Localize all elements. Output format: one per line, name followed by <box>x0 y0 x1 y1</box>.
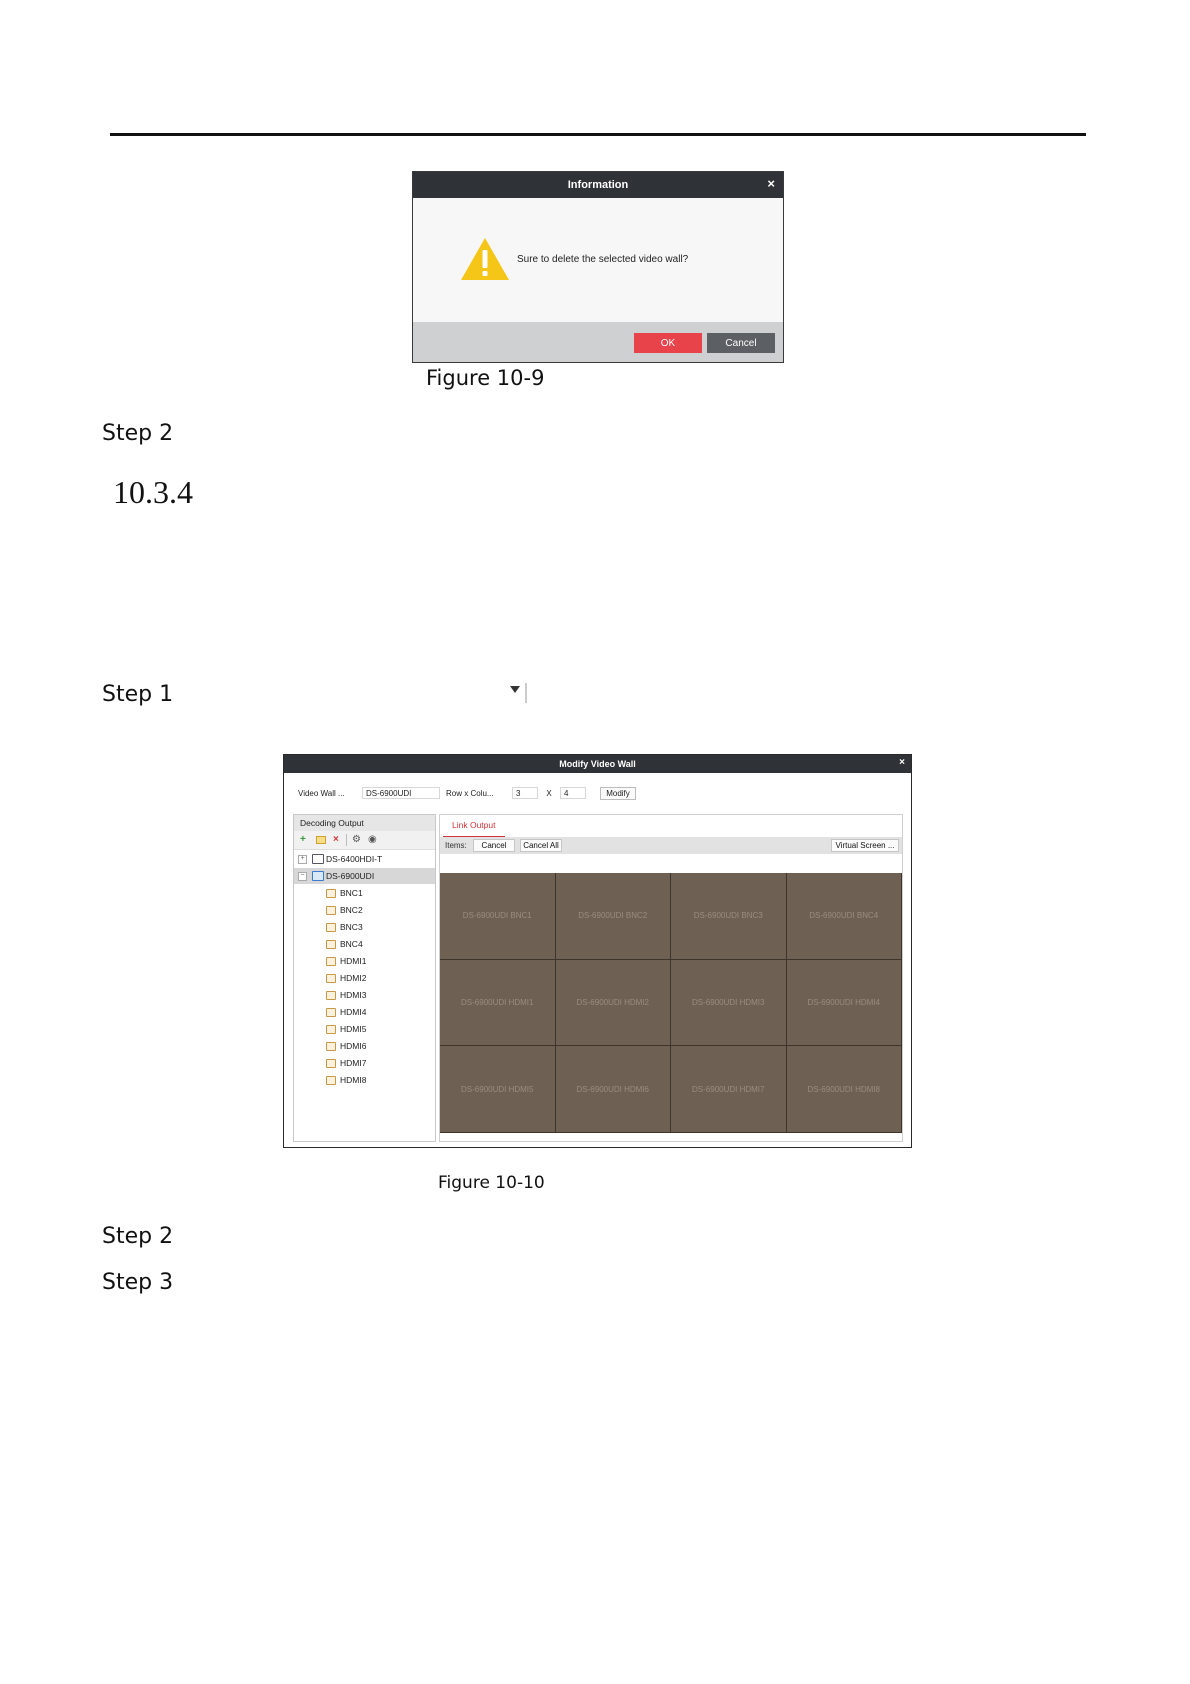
video-wall-screen-cell[interactable]: DS-6900UDI HDMI6 <box>556 1046 672 1133</box>
tree-item-label: HDMI1 <box>340 956 367 966</box>
expand-icon[interactable]: + <box>298 855 307 864</box>
tree-output-item[interactable] <box>294 1055 435 1071</box>
tree-item-label: HDMI7 <box>340 1058 367 1068</box>
video-wall-screen-cell[interactable]: DS-6900UDI HDMI8 <box>787 1046 903 1133</box>
toolbar-divider <box>346 834 347 846</box>
output-port-icon <box>326 957 336 966</box>
tree-output-item[interactable] <box>294 885 435 901</box>
columns-input[interactable]: 4 <box>560 787 586 799</box>
dialog-title: Modify Video Wall <box>559 759 636 769</box>
tree-item-label: HDMI8 <box>340 1075 367 1085</box>
cancel-link-button[interactable]: Cancel <box>473 839 515 852</box>
tree-item-label: HDMI5 <box>340 1024 367 1034</box>
video-wall-label: Video Wall ... <box>298 788 345 798</box>
x-separator: X <box>546 788 552 798</box>
dialog-message: Sure to delete the selected video wall? <box>517 254 689 265</box>
warning-triangle-icon <box>459 236 511 282</box>
dialog-title: Information <box>567 179 629 191</box>
output-port-icon <box>326 1008 336 1017</box>
video-wall-name-input[interactable]: DS-6900UDI <box>362 787 440 799</box>
information-dialog <box>412 171 784 363</box>
cancel-all-button[interactable]: Cancel All <box>520 839 562 852</box>
output-port-icon <box>326 1042 336 1051</box>
ok-button[interactable]: OK <box>634 333 702 353</box>
dialog-footer <box>413 322 783 362</box>
tree-output-item[interactable] <box>294 902 435 918</box>
tree-item-label: HDMI3 <box>340 990 367 1000</box>
decoder-device-icon <box>312 871 324 881</box>
panel-title: Decoding Output <box>294 815 435 831</box>
close-icon[interactable]: × <box>899 757 905 768</box>
header-rule <box>110 133 1086 136</box>
cancel-button[interactable]: Cancel <box>707 333 775 353</box>
output-port-icon <box>326 940 336 949</box>
section-number: 10.3.4 <box>113 474 193 510</box>
delete-icon[interactable]: × <box>333 834 339 845</box>
tab-link-output[interactable]: Link Output <box>452 820 496 830</box>
row-col-label: Row x Colu... <box>446 788 494 798</box>
tree-item-label: BNC4 <box>340 939 363 949</box>
wall-settings-row <box>298 786 636 800</box>
dialog-body <box>413 198 783 322</box>
video-wall-screen-grid <box>440 873 902 1133</box>
tree-item-label: BNC2 <box>340 905 363 915</box>
tree-output-item[interactable] <box>294 1021 435 1037</box>
tree-output-item[interactable] <box>294 970 435 986</box>
tree-output-item[interactable] <box>294 953 435 969</box>
tree-item-label: DS-6900UDI <box>326 871 375 881</box>
dialog-title-bar <box>284 755 911 773</box>
tree-item-label: HDMI2 <box>340 973 367 983</box>
add-icon[interactable]: + <box>300 834 306 845</box>
step-2b-label: Step 2 <box>102 1224 174 1249</box>
tree-item-label: HDMI6 <box>340 1041 367 1051</box>
video-wall-screen-cell[interactable]: DS-6900UDI HDMI5 <box>440 1046 556 1133</box>
tree-device-item[interactable] <box>294 868 435 884</box>
figure-caption-10-9: Figure 10-9 <box>426 366 545 390</box>
modify-video-wall-dialog <box>283 754 912 1148</box>
video-wall-screen-cell[interactable]: DS-6900UDI BNC4 <box>787 873 903 960</box>
video-wall-screen-cell[interactable]: DS-6900UDI HDMI2 <box>556 960 672 1047</box>
step-3-label: Step 3 <box>102 1270 174 1295</box>
decoding-output-panel <box>293 814 436 1142</box>
output-port-icon <box>326 1059 336 1068</box>
video-wall-screen-cell[interactable]: DS-6900UDI BNC2 <box>556 873 672 960</box>
tree-device-item[interactable] <box>294 851 435 867</box>
dialog-title-bar <box>413 172 783 198</box>
video-wall-screen-cell[interactable]: DS-6900UDI HDMI1 <box>440 960 556 1047</box>
virtual-screen-button[interactable]: Virtual Screen ... <box>831 839 899 852</box>
eye-icon[interactable]: ◉ <box>368 834 377 845</box>
modify-button[interactable]: Modify <box>600 787 636 800</box>
items-label: Items: <box>445 841 467 850</box>
tree-output-item[interactable] <box>294 919 435 935</box>
tree-output-item[interactable] <box>294 1004 435 1020</box>
video-wall-screen-cell[interactable]: DS-6900UDI HDMI4 <box>787 960 903 1047</box>
close-icon[interactable]: × <box>767 176 775 191</box>
tree-item-label: BNC1 <box>340 888 363 898</box>
output-port-icon <box>326 889 336 898</box>
tree-output-item[interactable] <box>294 936 435 952</box>
output-port-icon <box>326 991 336 1000</box>
collapse-icon[interactable]: − <box>298 872 307 881</box>
items-toolbar <box>440 837 902 854</box>
video-wall-screen-cell[interactable]: DS-6900UDI HDMI7 <box>671 1046 787 1133</box>
tree-item-label: BNC3 <box>340 922 363 932</box>
tree-item-label: DS-6400HDI-T <box>326 854 383 864</box>
output-port-icon <box>326 974 336 983</box>
output-port-icon <box>326 923 336 932</box>
video-wall-screen-cell[interactable]: DS-6900UDI HDMI3 <box>671 960 787 1047</box>
link-output-panel <box>439 814 903 1142</box>
output-port-icon <box>326 1025 336 1034</box>
video-wall-screen-cell[interactable]: DS-6900UDI BNC1 <box>440 873 556 960</box>
decoder-device-icon <box>312 854 324 864</box>
figure-caption-10-10: Figure 10-10 <box>438 1173 545 1193</box>
gear-icon[interactable]: ⚙ <box>352 834 361 845</box>
panel-toolbar <box>294 831 435 850</box>
step-1-label: Step 1 <box>102 682 174 707</box>
tree-output-item[interactable] <box>294 1072 435 1088</box>
tree-output-item[interactable] <box>294 987 435 1003</box>
folder-icon[interactable] <box>316 836 326 844</box>
tree-item-label: HDMI4 <box>340 1007 367 1017</box>
video-wall-screen-cell[interactable]: DS-6900UDI BNC3 <box>671 873 787 960</box>
step-2-label: Step 2 <box>102 421 174 446</box>
output-port-icon <box>326 906 336 915</box>
dropdown-arrow-icon <box>508 682 530 704</box>
output-port-icon <box>326 1076 336 1085</box>
rows-input[interactable]: 3 <box>512 787 538 799</box>
tree-output-item[interactable] <box>294 1038 435 1054</box>
